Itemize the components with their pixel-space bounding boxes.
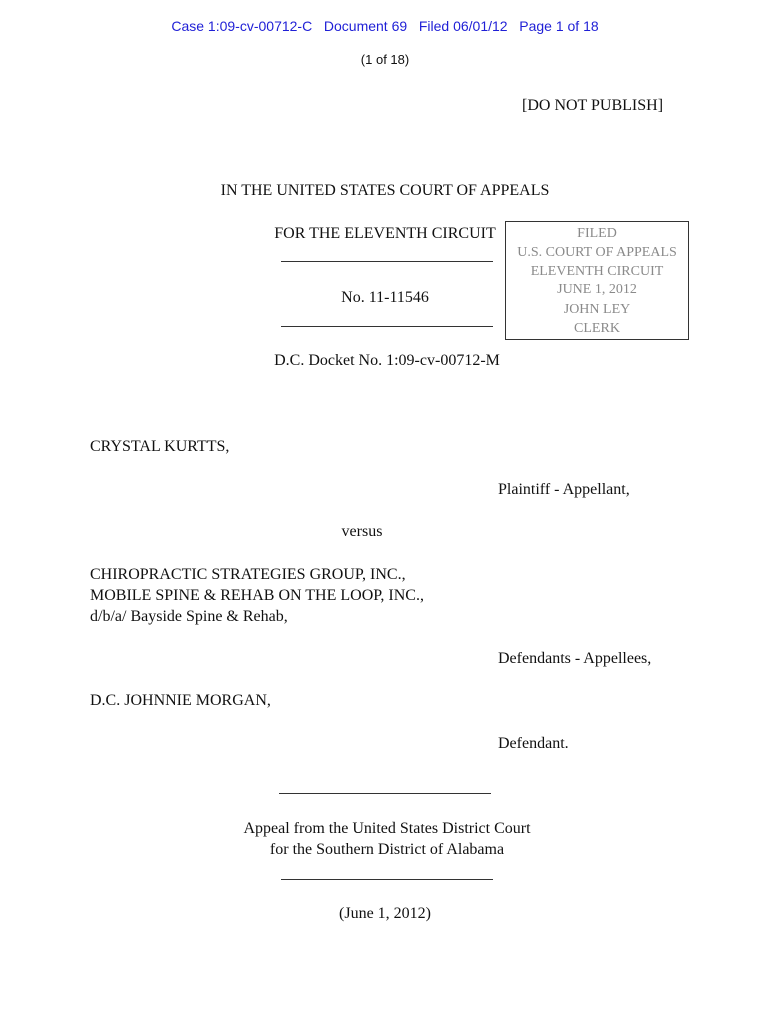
ecf-page-number: Page 1 of 18 xyxy=(519,18,599,34)
stamp-date: JUNE 1, 2012 xyxy=(557,282,637,297)
defendant-name: D.C. JOHNNIE MORGAN, xyxy=(90,692,271,709)
ecf-filed-date: Filed 06/01/12 xyxy=(418,18,508,34)
stamp-circuit: ELEVENTH CIRCUIT xyxy=(530,264,664,279)
defendants-role: Defendants - Appellees, xyxy=(498,650,652,667)
page-count: (1 of 18) xyxy=(360,52,410,67)
divider-rule xyxy=(281,261,493,262)
defendants-block xyxy=(90,564,424,627)
defendant-line: MOBILE SPINE & REHAB ON THE LOOP, INC., xyxy=(90,587,424,604)
filed-stamp xyxy=(505,221,689,340)
publish-notice: [DO NOT PUBLISH] xyxy=(522,97,664,114)
defendant-role: Defendant. xyxy=(498,735,569,752)
ecf-case-number: Case 1:09-cv-00712-C xyxy=(171,18,313,34)
defendant-line: d/b/a/ Bayside Spine & Rehab, xyxy=(90,608,288,625)
appeal-line-2: for the Southern District of Alabama xyxy=(269,841,505,858)
ecf-header xyxy=(171,18,598,34)
plaintiff-role: Plaintiff - Appellant, xyxy=(498,481,630,498)
stamp-filed: FILED xyxy=(577,226,617,241)
stamp-clerk-name: JOHN LEY xyxy=(563,302,631,317)
divider-rule xyxy=(279,793,491,794)
appeal-line-1: Appeal from the United States District Court xyxy=(243,820,531,837)
court-title: IN THE UNITED STATES COURT OF APPEALS xyxy=(220,182,550,199)
plaintiff-name: CRYSTAL KURTTS, xyxy=(90,438,230,455)
docket-number: D.C. Docket No. 1:09-cv-00712-M xyxy=(274,352,500,369)
decision-date: (June 1, 2012) xyxy=(339,905,431,922)
defendant-line: CHIROPRACTIC STRATEGIES GROUP, INC., xyxy=(90,566,406,583)
divider-rule xyxy=(281,326,493,327)
stamp-clerk-title: CLERK xyxy=(574,321,620,336)
stamp-court: U.S. COURT OF APPEALS xyxy=(517,245,677,260)
versus-label: versus xyxy=(341,523,383,540)
circuit-title: FOR THE ELEVENTH CIRCUIT xyxy=(274,225,496,242)
divider-rule xyxy=(281,879,493,880)
case-number: No. 11-11546 xyxy=(341,289,429,306)
ecf-document-number: Document 69 xyxy=(323,18,408,34)
